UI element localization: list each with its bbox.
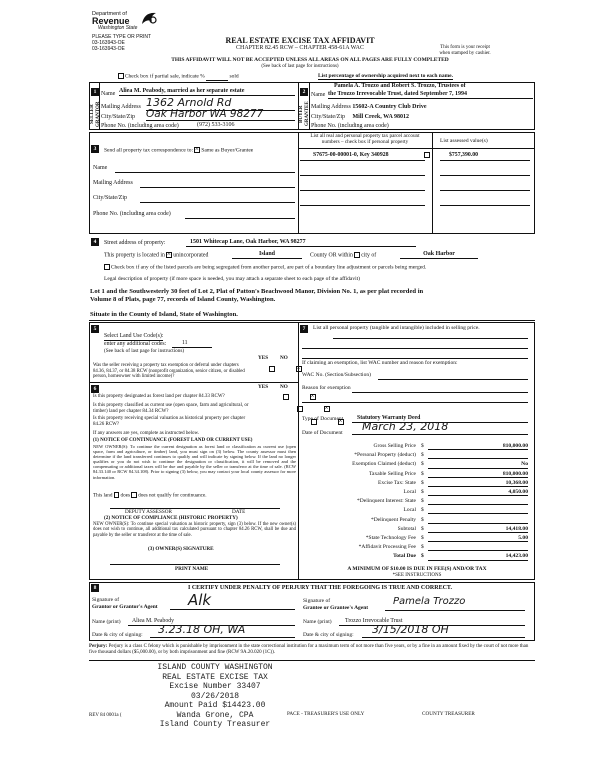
grantee-name[interactable]: Trozzo Irrevocable Trust	[339, 618, 525, 626]
buyer-city-label	[311, 114, 409, 121]
tax-row-value[interactable]: No	[428, 461, 528, 468]
section-3-number: 3	[91, 145, 99, 153]
tax-row-currency: $	[421, 498, 424, 505]
legal-line1: Lot 1 and the Southwesterly 30 feet of Lot 2, Plat of Patton's Beachwood Manor, Division No. 1, as per plat recorded in	[90, 288, 424, 295]
does-label: does	[120, 492, 131, 499]
form-subtitle: CHAPTER 82.45 RCW – CHAPTER 458-61A WAC	[236, 45, 364, 51]
county-treasurer-label: COUNTY TREASURER	[422, 711, 475, 717]
dor-logo	[92, 10, 162, 34]
open-space-no-checkbox[interactable]	[324, 406, 330, 412]
open-space-question: Is this property classified as current use (open space, farm and agricultural, or timber) land per chapter 84.34 RCW?	[93, 403, 249, 414]
tax-row-value[interactable]: 810,000.00	[428, 443, 528, 450]
does-not-label: does not qualify for continuance.	[138, 492, 207, 499]
perjury-notice	[89, 644, 535, 656]
land-use-code[interactable]: 11	[172, 340, 212, 348]
tax-row-label: Excise Tax: State	[377, 479, 416, 486]
notice-2-title: (2) NOTICE OF COMPLIANCE (HISTORIC PROPERTY)	[104, 515, 238, 521]
grantor-signature[interactable]: Alk	[170, 592, 295, 610]
sold-label: sold	[229, 73, 239, 80]
s3-name-label: Name	[93, 165, 108, 171]
tax-row-currency: $	[421, 461, 424, 468]
dept-line2: Revenue	[92, 16, 130, 26]
print-name-label: PRINT NAME	[175, 566, 209, 572]
county-name[interactable]: Island	[232, 251, 302, 259]
section-2-number: 2	[300, 88, 308, 96]
seller-mail-label: Mailing Address	[101, 104, 141, 110]
s3-city-label: City/State/Zip	[93, 195, 127, 201]
grantor-date-label: Date & city of signing:	[92, 632, 143, 638]
no-header-2: NO	[280, 384, 288, 390]
same-as-buyer-label: Same as Buyer/Grantee	[201, 147, 254, 154]
tax-row-label: Exemption Claimed (deduct)	[352, 461, 416, 468]
tax-row-value[interactable]	[428, 517, 528, 524]
grantee-agent-label: Grantee or Grantee's Agent	[303, 605, 369, 611]
doc-type[interactable]: Statutory Warranty Deed	[352, 415, 528, 423]
buyer-city[interactable]: Mill Creek, WA 98012	[352, 114, 409, 120]
county-or-label: County OR within	[310, 252, 353, 259]
deputy-date: DATE	[232, 509, 246, 515]
located-in-label: This property is located in	[104, 252, 165, 259]
doc-type-label: Type of Document	[302, 416, 344, 422]
does-not-checkbox[interactable]	[131, 492, 137, 498]
tax-row-value[interactable]: 14,418.00	[428, 526, 528, 533]
partial-sale-checkbox[interactable]	[118, 73, 124, 79]
grantee-date-city[interactable]: 3/15/2018 OH	[362, 624, 525, 638]
form-code-1: 03-163943-OE	[92, 40, 125, 46]
tax-row-currency: $	[421, 544, 424, 551]
please-type: PLEASE TYPE OR PRINT	[92, 34, 152, 40]
certify-statement: I CERTIFY UNDER PENALTY OF PERJURY THAT THE FOREGOING IS TRUE AND CORRECT.	[187, 585, 452, 591]
yes-header-2: YES	[258, 384, 269, 390]
grantee-signature[interactable]: Pamela Trozzo	[385, 594, 525, 611]
s5-see-back: (See back of last page for instructions)	[104, 348, 185, 354]
stamp-line-1: ISLAND COUNTY WASHINGTON	[157, 663, 273, 672]
seller-city-label: City/State/Zip	[101, 114, 135, 120]
tax-row-value[interactable]	[428, 507, 528, 514]
grantor-date-city[interactable]: 3.23.18 OH, WA	[150, 624, 295, 638]
stamp-line-4: 03/26/2018	[190, 691, 239, 701]
deputy-assessor: DEPUTY ASSESSOR	[125, 509, 172, 515]
tax-row-value[interactable]	[428, 544, 528, 551]
tax-row-label: *Delinquent Penalty	[370, 516, 416, 523]
tax-row-value[interactable]: 14,423.00	[428, 553, 528, 560]
buyer-name-line1[interactable]: Pamela A. Trozzo and Robert S. Trozzo, Trustees of	[334, 83, 466, 89]
tax-row-currency: $	[421, 535, 424, 541]
doc-date[interactable]: March 23, 2018	[352, 421, 528, 435]
city-checkbox[interactable]	[354, 252, 360, 258]
if-yes-note: If any answers are yes, complete as instructed below.	[93, 431, 200, 436]
buyer-mail-label-text: Mailing Address	[311, 104, 351, 110]
s3-phone-label: Phone No. (including area code)	[93, 211, 171, 217]
county-or-within	[310, 252, 376, 259]
rev-code: REV 84 0001a (	[89, 713, 122, 718]
wac-label: WAC No. (Section/Subsection)	[302, 372, 371, 378]
tax-row-currency: $	[421, 489, 424, 495]
s3-mail-label: Mailing Address	[93, 180, 133, 186]
does-checkbox[interactable]	[114, 492, 120, 498]
this-land	[93, 492, 207, 499]
form-code-2: 03-163943-OE	[92, 46, 125, 52]
seller-phone-label: Phone No. (including area code)	[101, 123, 179, 129]
parcel-header-2: numbers – check box if personal property	[321, 139, 409, 145]
open-space-yes-checkbox[interactable]	[297, 406, 303, 412]
tax-row-label: Gross Selling Price	[373, 443, 416, 449]
buyer-mail-label	[311, 104, 427, 111]
assessed-header: List assessed value(s)	[440, 138, 488, 144]
assessed-value[interactable]: $757,390.00	[449, 152, 478, 158]
parcel-number[interactable]: S7675-00-00001-0, Key 340928	[313, 152, 389, 158]
send-correspondence	[104, 147, 253, 154]
unincorporated-checkbox[interactable]	[166, 252, 172, 258]
personal-property-label: List all personal property (tangible and intangible) included in selling price.	[313, 325, 480, 331]
doc-date-label: Date of Document	[302, 430, 343, 436]
seller-city[interactable]: Oak Harbor WA 98277	[146, 108, 295, 121]
seller-name[interactable]: Aliea M. Peabody, married as her separate estate	[119, 88, 295, 96]
tax-row-value[interactable]: 4,050.00	[428, 489, 528, 496]
buyer-phone-label: Phone No. (including area code)	[311, 123, 389, 129]
perjury-text: Perjury is a class C felony which is punishable by imprisonment in the state correctional institution for a maximum term of not more than five years, or by a fine in an amount fixed by the court of not more than five thousand dollars ($5,000.00), or by both imprisonment and fine (RCW 9A.20.020 (1C)).	[89, 644, 529, 655]
segregated-checkbox[interactable]	[104, 264, 110, 270]
deferral-question: Was the seller receiving a property tax exemption or deferral under chapters 84.36, 84.37, or 84.38 RCW (nonprofit organization, senior citizen, or disabled person, homeowner with limited income)?	[93, 363, 245, 380]
this-land-label: This land	[93, 492, 113, 499]
notice-1-title: (1) NOTICE OF CONTINUANCE (FOREST LAND OR CURRENT USE)	[93, 438, 253, 443]
dept-line3: Washington State	[98, 25, 138, 31]
form-title: REAL ESTATE EXCISE TAX AFFIDAVIT	[225, 36, 375, 45]
grantor-name[interactable]: Aliea M. Peabody	[128, 618, 295, 626]
unincorporated-label: unincorporated	[173, 252, 209, 259]
list-percentage: List percentage of ownership acquired next to each name.	[318, 73, 453, 79]
no-header-1: NO	[280, 355, 288, 361]
tax-row-value[interactable]: 5.00	[428, 535, 528, 542]
historic-question: Is this property receiving special valuation as historical property per chapter 84.26 RCW?	[93, 416, 246, 427]
tax-row-value[interactable]	[428, 498, 528, 505]
grantee-date-label: Date & city of signing:	[303, 632, 354, 638]
treasurer-use-label: PACE - TREASURER'S USE ONLY	[287, 711, 365, 717]
tax-row-currency: $	[421, 479, 424, 486]
deferral-no-checkbox[interactable]	[296, 366, 302, 372]
section-6-number: 6	[91, 385, 99, 393]
grantor-agent-label: Grantor or Grantor's Agent	[92, 604, 158, 610]
form-warning: THIS AFFIDAVIT WILL NOT BE ACCEPTED UNLESS ALL AREAS ON ALL PAGES ARE FULLY COMPLETED	[171, 57, 449, 63]
tax-row-label: Total Due	[393, 553, 416, 560]
receipt-note-1: This form is your receipt	[440, 45, 490, 50]
deferral-yes-checkbox[interactable]	[269, 366, 275, 372]
partial-sale-label: Check box if partial sale, indicate %	[124, 73, 205, 80]
tax-row-label: Subtotal	[397, 525, 416, 532]
tax-row-currency: $	[421, 525, 424, 532]
street-label: Street address of property:	[104, 240, 166, 246]
personal-property-checkbox[interactable]	[424, 152, 430, 158]
tax-row-value[interactable]: 10,368.00	[428, 480, 528, 487]
grantor-name-label: Name (print)	[92, 619, 121, 625]
stamp-line-5: Amount Paid $14423.00	[164, 701, 266, 710]
seller-mail[interactable]: 1362 Arnold Rd	[146, 97, 295, 111]
stamp-line-6: Wanda Grone, CPA	[176, 710, 254, 720]
dor-logo-icon	[140, 10, 160, 28]
reason-label: Reason for exemption	[302, 385, 351, 391]
land-use-label: Select Land Use Code(s):	[104, 333, 164, 339]
section-1-number: 1	[91, 88, 99, 96]
owner-signature-label: (3) OWNER(S) SIGNATURE	[148, 546, 214, 552]
grantee-name-label: Name (print)	[303, 619, 332, 625]
parcel-header-1: List all real and personal property tax parcel account	[310, 133, 420, 139]
seller-phone[interactable]: (972) 533-3106	[185, 122, 295, 130]
tax-row-label: Local	[403, 507, 416, 514]
see-instructions: *SEE INSTRUCTIONS	[392, 573, 442, 578]
tax-row-currency: $	[421, 516, 424, 523]
buyer-name-line2[interactable]: the Trozzo Irrevocable Trust, dated September 7, 1994	[328, 91, 533, 99]
additional-codes-label: enter any additional codes:	[104, 341, 167, 347]
exemption-claim-label: If claiming an exemption, list WAC number and reason for exemption:	[302, 360, 458, 366]
stamp-line-3: Excise Number 33407	[169, 682, 261, 691]
forest-yes-checkbox[interactable]	[283, 394, 289, 400]
tax-row-label: *State Technology Fee	[365, 535, 416, 541]
buyer-vertical-label: BUYER GRANTEE	[299, 101, 310, 127]
tax-row-label: *Personal Property (deduct)	[354, 452, 416, 459]
tax-row-currency: $	[421, 443, 424, 449]
section-4-number: 4	[91, 238, 99, 246]
located-in	[104, 252, 208, 259]
tax-row-label: Taxable Selling Price	[369, 470, 416, 477]
forest-question: Is this property designated as forest land per chapter 84.33 RCW?	[93, 394, 225, 399]
forest-no-checkbox[interactable]	[310, 394, 316, 400]
notice-1-body: NEW OWNER(S): To continue the current designation as forest land or classification as current use (open space, farm and agriculture, or timber) land, you must sign on (3) below. The county assessor must then determine if the land transferred continues to qualify and will indicate by signing below. If the land no longer qualifies or you do not wish to continue the designation or classification, it will be removed and the compensating or additional taxes will be due and payable by the seller or transferor at the time of sale. (RCW 84.33.140 or RCW 84.34.108). Prior to signing (3) below, you may contact your local county assessor for more information.	[93, 444, 296, 480]
minimum-due: A MINIMUM OF $10.00 IS DUE IN FEE(S) AND/OR TAX	[347, 566, 487, 572]
stamp-line-2: REAL ESTATE EXCISE TAX	[162, 672, 268, 682]
section-5-number: 5	[91, 325, 99, 333]
same-as-buyer-checkbox[interactable]	[194, 147, 200, 153]
partial-sale-percent[interactable]	[206, 74, 228, 81]
section-7-number: 7	[300, 325, 308, 333]
tax-row-label: *Delinquent Interest: State	[357, 498, 416, 505]
tax-row-label: Local	[403, 489, 416, 495]
tax-row-value[interactable]	[428, 452, 528, 459]
dept-line1: Department of	[92, 11, 127, 17]
see-back: (See back of last page for instructions)	[261, 64, 339, 69]
stamp-line-7: Island County Treasurer	[159, 720, 271, 729]
seller-vertical-label: SELLER GRANTOR	[90, 101, 101, 127]
notice-2-body: NEW OWNER(S): To continue special valuation as historic property, sign (3) below. If the new owner(s) does not wish to continue, all additional tax calculated pursuant to chapter 84.26 RCW, shall be due and payable by the seller or transferor at the time of sale.	[93, 522, 296, 538]
legal-line3: Situate in the County of Island, State of Washington.	[90, 311, 238, 318]
partial-sale	[118, 73, 239, 81]
tax-row-currency: $	[421, 470, 424, 477]
tax-row-value[interactable]: 810,000.00	[428, 471, 528, 478]
segregated	[104, 264, 534, 271]
city-of-label: city of	[361, 252, 377, 259]
buyer-name-label: Name	[311, 92, 326, 98]
tax-row-currency: $	[421, 507, 424, 514]
grantor-sig-label-1: Signature of	[92, 597, 120, 603]
street-address[interactable]: 1501 Whitecap Lane, Oak Harbor, WA 98277	[186, 239, 416, 247]
seller-name-label: Name	[101, 91, 116, 97]
buyer-city-label-text: City/State/Zip	[311, 114, 345, 120]
city-name[interactable]: Oak Harbor	[400, 251, 478, 259]
grantee-sig-label-1: Signature of	[303, 598, 331, 604]
tax-row-currency: $	[421, 452, 424, 459]
legal-line2: Volume 8 of Plats, page 77, records of Island County, Washington.	[90, 296, 276, 303]
buyer-mail[interactable]: 15602-A Country Club Drive	[352, 104, 427, 110]
send-label: Send all property tax correspondence to:	[104, 147, 194, 154]
segregated-label: Check box if any of the listed parcels are being segregated from another parcel, are part of a boundary line adjustment or parcels being merged.	[110, 264, 427, 271]
tax-row-label: *Affidavit Processing Fee	[358, 544, 416, 551]
yes-header-1: YES	[258, 355, 269, 361]
receipt-note-2: when stamped by cashier.	[439, 51, 491, 56]
treasurer-stamp	[120, 663, 310, 730]
tax-row-currency: $	[421, 553, 424, 560]
section-8-number: 8	[91, 584, 99, 592]
legal-label: Legal description of property (if more space is needed, you may attach a separate sheet to each page of the affidavit)	[104, 276, 360, 282]
perjury-label: Perjury:	[89, 644, 108, 649]
